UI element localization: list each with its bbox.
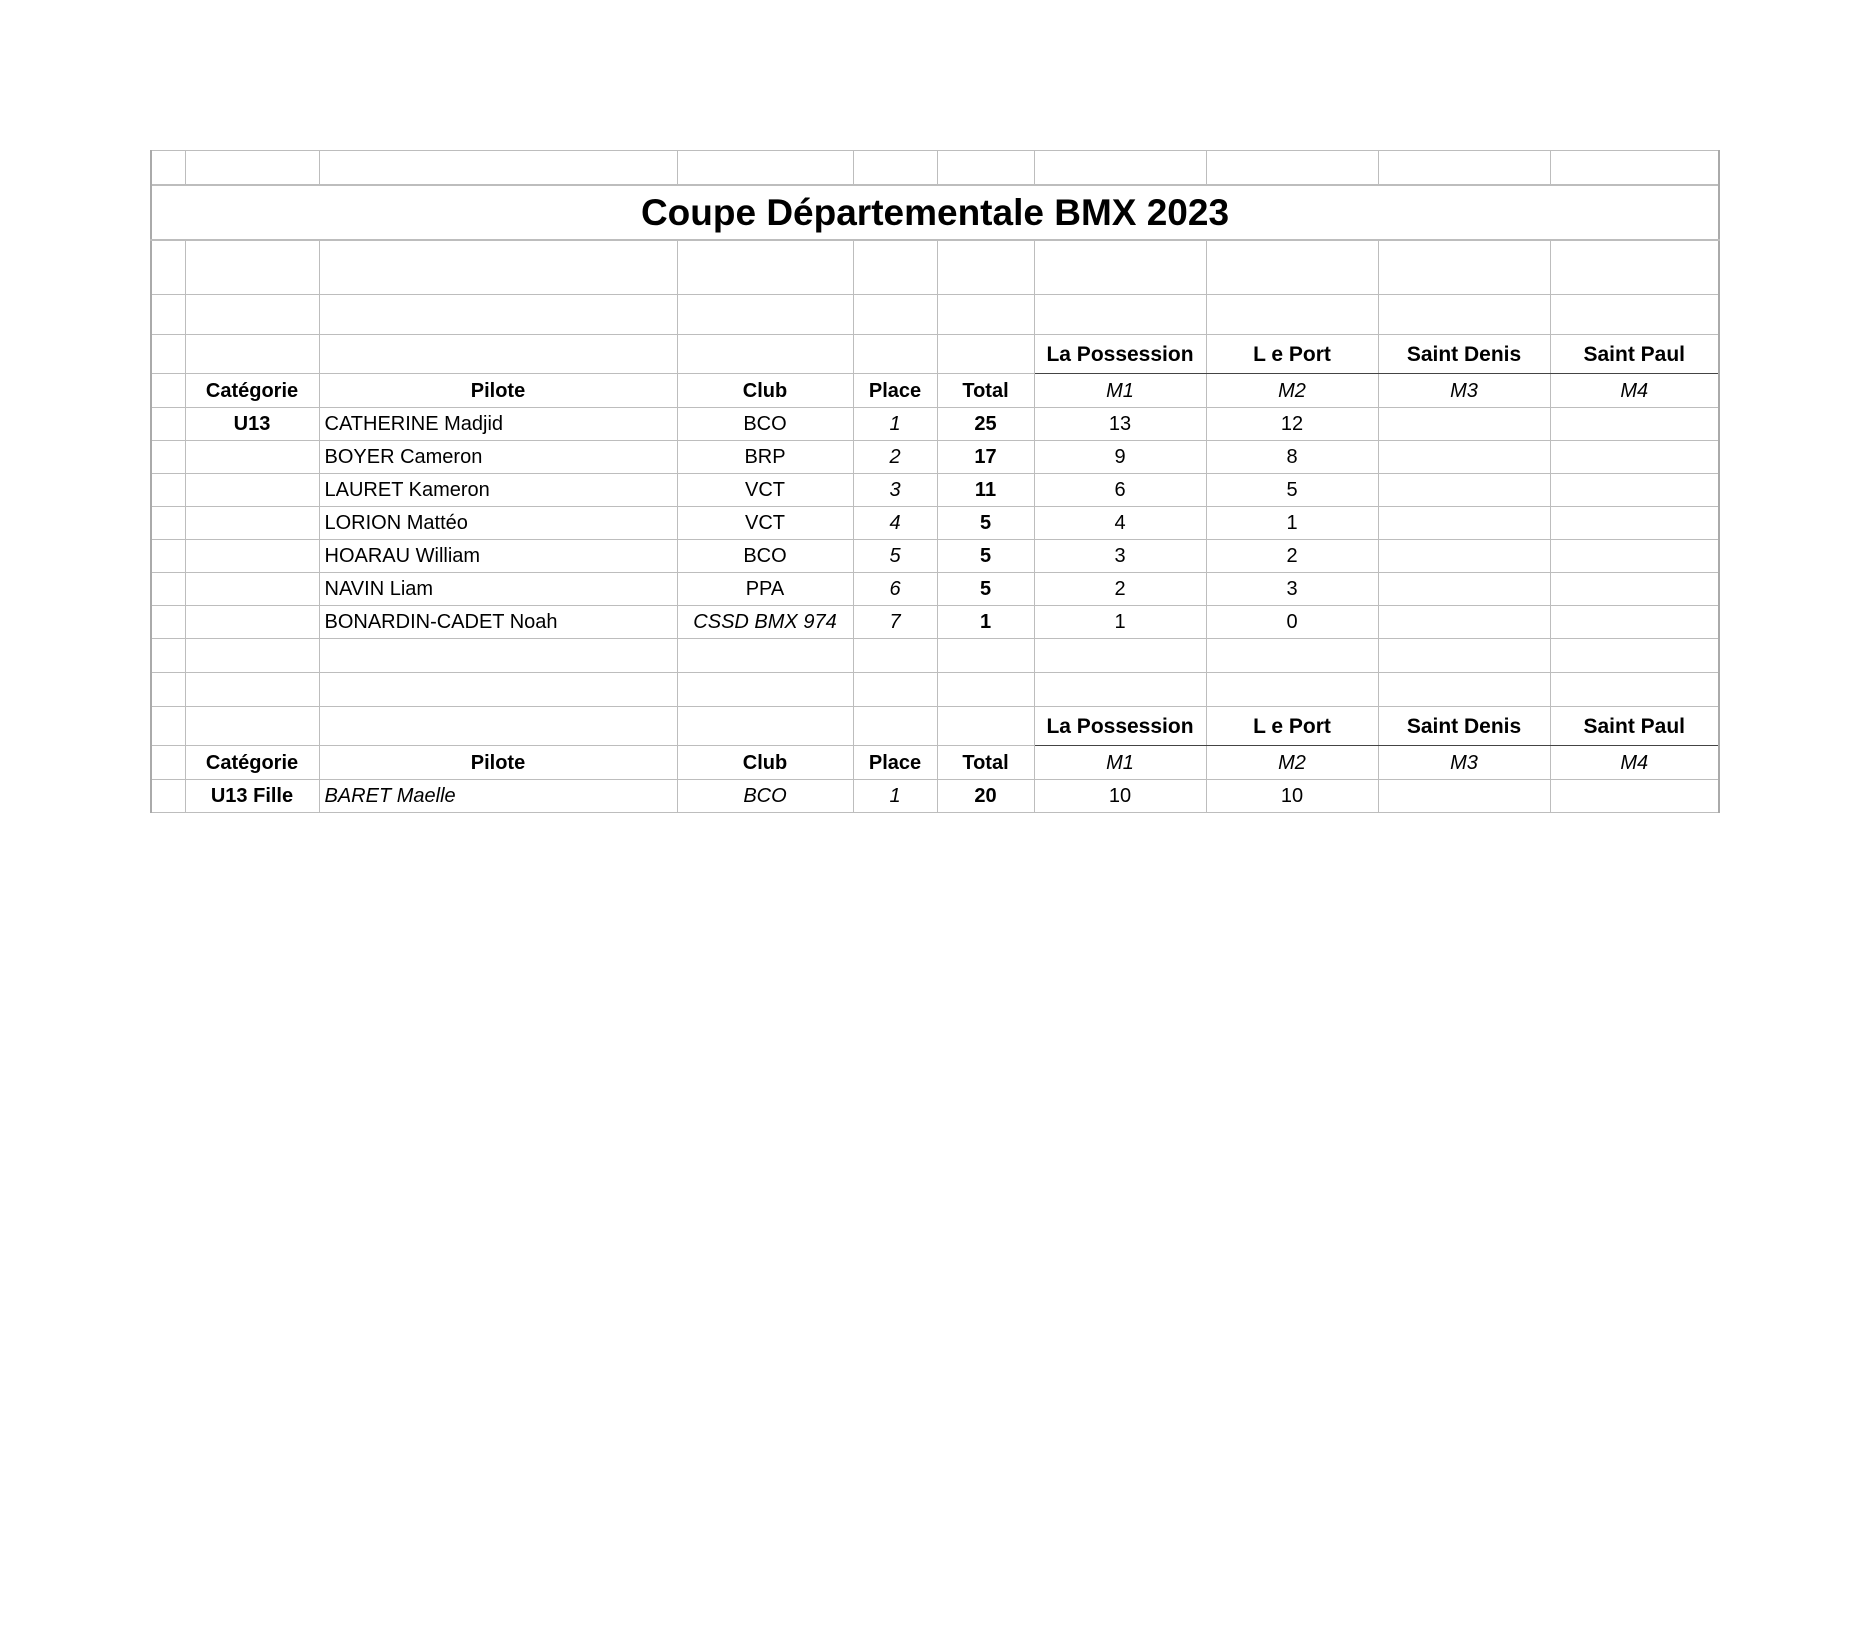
header-categorie: Catégorie (185, 374, 319, 408)
empty-row (151, 151, 1719, 185)
m2-cell: 3 (1206, 573, 1378, 606)
pilote-cell: BOYER Cameron (319, 441, 677, 474)
m4-cell (1550, 408, 1719, 441)
m3-cell (1378, 441, 1550, 474)
place-cell: 4 (853, 507, 937, 540)
m4-cell (1550, 540, 1719, 573)
header-m1: M1 (1034, 374, 1206, 408)
m1-cell: 4 (1034, 507, 1206, 540)
club-cell: PPA (677, 573, 853, 606)
m4-cell (1550, 573, 1719, 606)
m3-cell (1378, 606, 1550, 639)
pilote-cell: BARET Maelle (319, 780, 677, 813)
total-cell: 5 (937, 507, 1034, 540)
place-cell: 7 (853, 606, 937, 639)
m1-cell: 1 (1034, 606, 1206, 639)
header-pilote: Pilote (319, 746, 677, 780)
club-cell: CSSD BMX 974 (677, 606, 853, 639)
place-cell: 6 (853, 573, 937, 606)
category-cell: U13 (185, 408, 319, 441)
empty-row (151, 295, 1719, 335)
category-cell (185, 540, 319, 573)
header-m4: M4 (1550, 746, 1719, 780)
pilote-cell: LORION Mattéo (319, 507, 677, 540)
row-spacer (151, 474, 185, 507)
place-cell: 3 (853, 474, 937, 507)
m1-cell: 3 (1034, 540, 1206, 573)
place-cell: 5 (853, 540, 937, 573)
m2-cell: 8 (1206, 441, 1378, 474)
row-spacer (151, 540, 185, 573)
row-spacer (151, 507, 185, 540)
results-sheet (150, 150, 1720, 813)
club-cell: BCO (677, 540, 853, 573)
total-cell: 5 (937, 540, 1034, 573)
row-spacer (151, 780, 185, 813)
result-row (151, 606, 1719, 639)
header-m3: M3 (1378, 374, 1550, 408)
empty-row (151, 240, 1719, 295)
m1-cell: 2 (1034, 573, 1206, 606)
m1-cell: 10 (1034, 780, 1206, 813)
venue-row (151, 707, 1719, 746)
m2-cell: 10 (1206, 780, 1378, 813)
m2-cell: 0 (1206, 606, 1378, 639)
venue-header: La Possession (1034, 335, 1206, 374)
header-club: Club (677, 746, 853, 780)
m3-cell (1378, 780, 1550, 813)
category-cell (185, 573, 319, 606)
column-header-row (151, 746, 1719, 780)
row-spacer (151, 573, 185, 606)
total-cell: 1 (937, 606, 1034, 639)
m1-cell: 13 (1034, 408, 1206, 441)
m4-cell (1550, 606, 1719, 639)
m2-cell: 1 (1206, 507, 1378, 540)
venue-row (151, 335, 1719, 374)
m3-cell (1378, 507, 1550, 540)
venue-header: Saint Denis (1378, 335, 1550, 374)
pilote-cell: NAVIN Liam (319, 573, 677, 606)
club-cell: BCO (677, 780, 853, 813)
result-row (151, 780, 1719, 813)
total-cell: 5 (937, 573, 1034, 606)
total-cell: 25 (937, 408, 1034, 441)
total-cell: 17 (937, 441, 1034, 474)
place-cell: 1 (853, 780, 937, 813)
header-club: Club (677, 374, 853, 408)
pilote-cell: BONARDIN-CADET Noah (319, 606, 677, 639)
venue-header: L e Port (1206, 335, 1378, 374)
pilote-cell: CATHERINE Madjid (319, 408, 677, 441)
m4-cell (1550, 507, 1719, 540)
header-m1: M1 (1034, 746, 1206, 780)
venue-header: L e Port (1206, 707, 1378, 746)
header-total: Total (937, 746, 1034, 780)
m3-cell (1378, 474, 1550, 507)
total-cell: 20 (937, 780, 1034, 813)
pilote-cell: LAURET Kameron (319, 474, 677, 507)
m2-cell: 5 (1206, 474, 1378, 507)
m1-cell: 9 (1034, 441, 1206, 474)
m4-cell (1550, 780, 1719, 813)
place-cell: 1 (853, 408, 937, 441)
m4-cell (1550, 441, 1719, 474)
header-m3: M3 (1378, 746, 1550, 780)
club-cell: VCT (677, 507, 853, 540)
club-cell: VCT (677, 474, 853, 507)
empty-row (151, 673, 1719, 707)
m1-cell: 6 (1034, 474, 1206, 507)
header-pilote: Pilote (319, 374, 677, 408)
result-row (151, 408, 1719, 441)
category-cell (185, 474, 319, 507)
category-cell (185, 606, 319, 639)
result-row (151, 540, 1719, 573)
m2-cell: 2 (1206, 540, 1378, 573)
header-categorie: Catégorie (185, 746, 319, 780)
result-row (151, 474, 1719, 507)
category-cell (185, 441, 319, 474)
header-m2: M2 (1206, 746, 1378, 780)
empty-row (151, 639, 1719, 673)
header-place: Place (853, 374, 937, 408)
result-row (151, 573, 1719, 606)
m3-cell (1378, 408, 1550, 441)
venue-header: Saint Paul (1550, 707, 1719, 746)
m2-cell: 12 (1206, 408, 1378, 441)
total-cell: 11 (937, 474, 1034, 507)
header-total: Total (937, 374, 1034, 408)
m3-cell (1378, 540, 1550, 573)
club-cell: BCO (677, 408, 853, 441)
m3-cell (1378, 573, 1550, 606)
place-cell: 2 (853, 441, 937, 474)
title-row (151, 185, 1719, 240)
club-cell: BRP (677, 441, 853, 474)
header-m4: M4 (1550, 374, 1719, 408)
pilote-cell: HOARAU William (319, 540, 677, 573)
category-cell (185, 507, 319, 540)
row-spacer (151, 408, 185, 441)
result-row (151, 441, 1719, 474)
page-title: Coupe Départementale BMX 2023 (151, 185, 1719, 240)
column-header-row (151, 374, 1719, 408)
m4-cell (1550, 474, 1719, 507)
venue-header: Saint Paul (1550, 335, 1719, 374)
row-spacer (151, 441, 185, 474)
header-m2: M2 (1206, 374, 1378, 408)
venue-header: La Possession (1034, 707, 1206, 746)
header-place: Place (853, 746, 937, 780)
result-row (151, 507, 1719, 540)
category-cell: U13 Fille (185, 780, 319, 813)
row-spacer (151, 606, 185, 639)
venue-header: Saint Denis (1378, 707, 1550, 746)
